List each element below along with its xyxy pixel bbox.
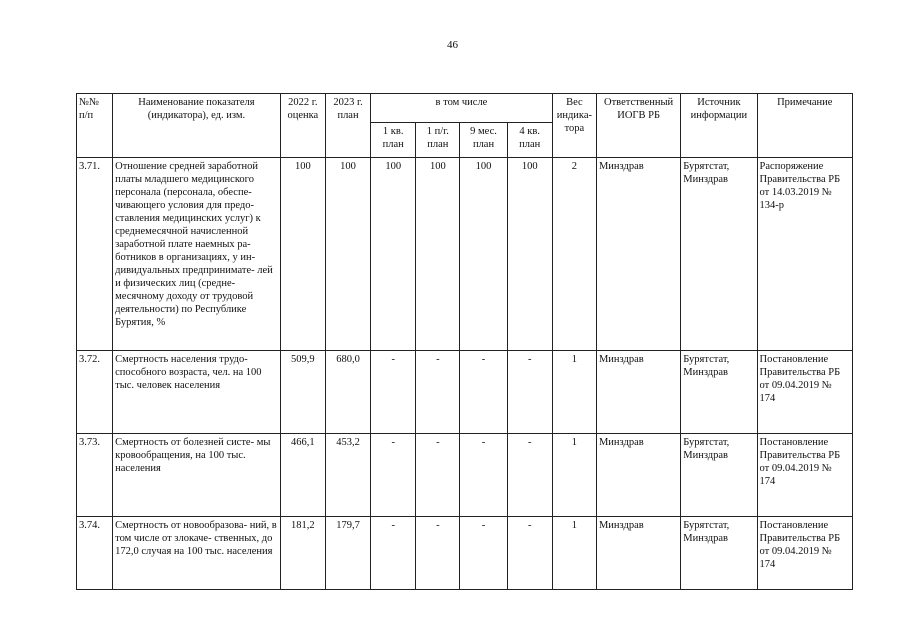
row-note: Распоряжение Правительства РБ от 14.03.2019 № 134-р (757, 158, 852, 351)
header-q1: 1 кв. план (371, 123, 416, 158)
header-2023: 2023 г. план (325, 94, 370, 158)
header-source: Источник информации (681, 94, 757, 158)
row-q4: - (507, 434, 552, 517)
row-responsible: Минздрав (596, 351, 680, 434)
header-responsible: Ответственный ИОГВ РБ (596, 94, 680, 158)
row-note: Постановление Правительства РБ от 09.04.2019 № 174 (757, 351, 852, 434)
row-h1: 100 (416, 158, 460, 351)
row-9m: - (460, 351, 507, 434)
row-num: 3.73. (77, 434, 113, 517)
header-weight: Вес индика- тора (552, 94, 596, 158)
header-including: в том числе (371, 94, 553, 123)
table-row (77, 158, 853, 351)
row-responsible: Минздрав (596, 434, 680, 517)
row-2023: 100 (325, 158, 370, 351)
row-weight: 1 (552, 351, 596, 434)
row-q1: - (371, 434, 416, 517)
row-weight: 1 (552, 434, 596, 517)
row-num: 3.71. (77, 158, 113, 351)
row-source: Бурятстат, Минздрав (681, 351, 757, 434)
row-source: Бурятстат, Минздрав (681, 158, 757, 351)
row-2023: 179,7 (325, 517, 370, 590)
row-2022: 466,1 (280, 434, 325, 517)
row-q4: - (507, 351, 552, 434)
row-9m: 100 (460, 158, 507, 351)
row-source: Бурятстат, Минздрав (681, 517, 757, 590)
table-row (77, 434, 853, 517)
row-9m: - (460, 434, 507, 517)
row-q4: - (507, 517, 552, 590)
header-9m: 9 мес. план (460, 123, 507, 158)
table-row (77, 351, 853, 434)
row-name: Смертность от болезней систе- мы кровообращения, на 100 тыс. населения (113, 434, 281, 517)
row-note: Постановление Правительства РБ от 09.04.2019 № 174 (757, 434, 852, 517)
header-2022: 2022 г. оценка (280, 94, 325, 158)
row-2022: 509,9 (280, 351, 325, 434)
page-number: 46 (447, 39, 458, 51)
header-note: Примечание (757, 94, 852, 158)
row-responsible: Минздрав (596, 158, 680, 351)
row-2022: 181,2 (280, 517, 325, 590)
header-num: №№ п/п (77, 94, 113, 158)
row-name: Смертность населения трудо- способного возраста, чел. на 100 тыс. человек населения (113, 351, 281, 434)
row-weight: 1 (552, 517, 596, 590)
row-h1: - (416, 351, 460, 434)
row-source: Бурятстат, Минздрав (681, 434, 757, 517)
header-name: Наименование показателя (индикатора), ед. изм. (113, 94, 281, 158)
row-q4: 100 (507, 158, 552, 351)
row-q1: 100 (371, 158, 416, 351)
header-row (77, 94, 853, 123)
row-q1: - (371, 351, 416, 434)
row-h1: - (416, 517, 460, 590)
row-responsible: Минздрав (596, 517, 680, 590)
row-2022: 100 (280, 158, 325, 351)
row-2023: 453,2 (325, 434, 370, 517)
row-num: 3.74. (77, 517, 113, 590)
row-name: Смертность от новообразова- ний, в том числе от злокаче- ственных, до 172,0 случая на 100 тыс. населения (113, 517, 281, 590)
row-name: Отношение средней заработной платы младшего медицинского персонала (персонала, обеспе- чивающего условия для предо- ставления медицинских услуг) к среднемесячной начисленной заработной плате наемных ра- ботников в организациях, у ин- дивидуальных предпринимате- лей и физических лиц (средне- месячному доходу от трудовой деятельности) по Республике Бурятия, % (113, 158, 281, 351)
row-h1: - (416, 434, 460, 517)
header-q4: 4 кв. план (507, 123, 552, 158)
row-note: Постановление Правительства РБ от 09.04.2019 № 174 (757, 517, 852, 590)
indicators-table (76, 93, 853, 590)
row-weight: 2 (552, 158, 596, 351)
row-2023: 680,0 (325, 351, 370, 434)
row-num: 3.72. (77, 351, 113, 434)
row-9m: - (460, 517, 507, 590)
table-row (77, 517, 853, 590)
row-q1: - (371, 517, 416, 590)
header-h1: 1 п/г. план (416, 123, 460, 158)
